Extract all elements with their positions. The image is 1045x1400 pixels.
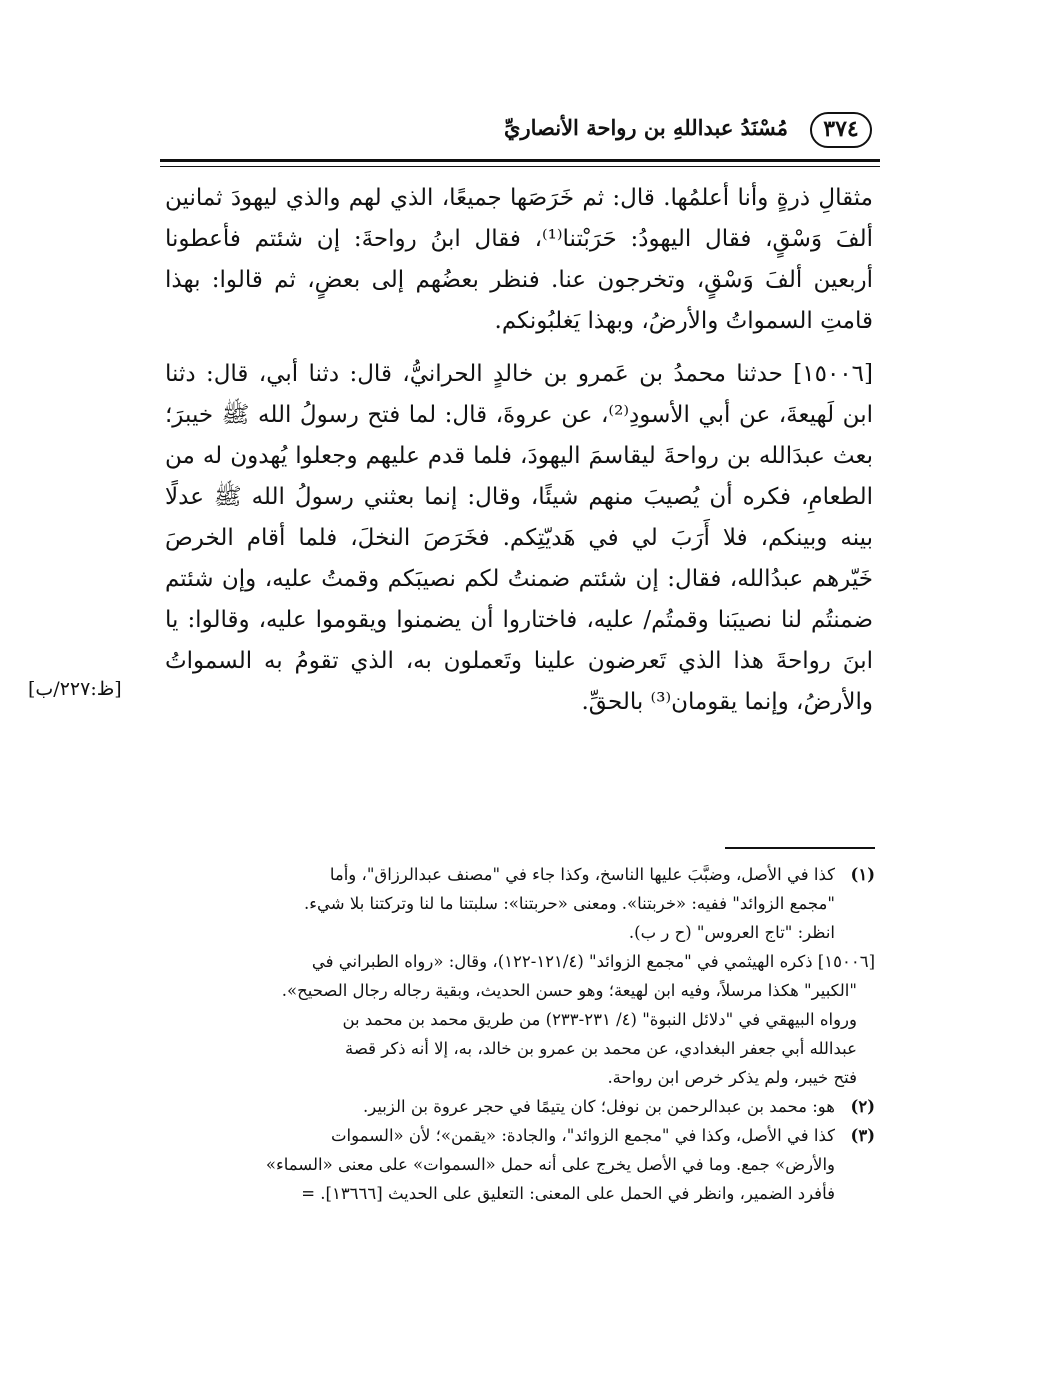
text-line: ليهودَ ثمانين ألفَ وَسْقٍ، فقال اليهودُ: حَرَبْتنا⁽¹⁾، فقال ابنُ رواحةَ: [165,185,873,252]
footnote-mark: (٢) [850,1097,875,1116]
paragraph-1 [165,178,873,342]
footnote-line: والأرض» جمع. وما في الأصل يخرج على أنه حمل «السموات» على معنى «السماء» [265,1155,835,1174]
footnote-line: فأفرد الضمير، وانظر في الحمل على المعنى: التعليق على الحديث [١٣٦٦٦]. = [301,1184,835,1203]
main-text [165,178,873,723]
footnote-line: [١٥٠٠٦] ذكره الهيثمي في "مجمع الزوائد" (١٢١/٤-١٢٢)، وقال: «رواه الطبراني في [311,952,875,971]
text-line: النخلَ، فلما أقام الخرصَ خَيّرهم عبدُالله، فقال: إن شئتم ضمنتُ لكم [165,525,874,592]
footnote-line: كذا في الأصل، وكذا في "مجمع الزوائد"، والجادة: «يقمن»؛ لأن «السموات [331,1126,835,1145]
footnote-line: "الكبير" هكذا مرسلاً، وفيه ابن لهيعة؛ وهو حسن الحديث، وبقية رجاله رجال الصحيح». [281,981,857,1000]
margin-manuscript-ref: [ظ:٢٢٧/ب] [28,678,122,700]
text-line: بعضٍ، ثم قالوا: بهذا قامتِ السمواتُ والأرضُ، وبهذا يَغلبُونكم. [165,267,873,334]
footnote-line: عبدالله أبي جعفر البغدادي، عن محمد بن عمرو بن خالد، به، إلا أنه ذكر قصة [345,1039,857,1058]
header-rule-thin [160,166,880,167]
text-line: وجعلوا يُهدون له من الطعامِ، فكره أن يُصيبَ منهم شيئًا، وقال: إنما [165,443,873,510]
footnote-line: "مجمع الزوائد" ففيه: «خربتنا». ومعنى «حربتنا»: سلبتنا ما لنا وتركتنا بلا شيء. [304,894,835,913]
footnote-body [165,1092,835,1121]
text-line: إن شئتم فأعطونا أربعين ألفَ وَسْقٍ، وتخرجون عنا. فنظر بعضُهم إلى [165,226,873,293]
footnote-line: انظر: "تاج العروس" (ح ر ب). [628,923,835,942]
paragraph-2 [165,354,873,723]
text-line: قال: دثنا ابن لَهيعةَ، عن أبي الأسودِ⁽²⁾، عن عروةَ، قال: لما فتح رسولُ [165,361,873,428]
text-line: وتَعملون به، الذي تقومُ به السمواتُ والأرضُ، وإنما يقومان⁽³⁾ بالحقِّ. [165,648,873,715]
footnote-line: فتح خيبر، ولم يذكر خرص ابن رواحة. [607,1068,857,1087]
footnote-1 [165,860,875,947]
page-header [160,108,880,156]
text-line: نصيبَكم وقمتُ عليه، وإن شئتم ضمنتُم لنا نصيبَنا وقمتُم/ عليه، فاختاروا [165,566,874,633]
text-line: بعثني رسولُ الله ﷺ عدلًا بينه وبينكم، فلا أَرَبَ لي في هَديّتِكم. فخَرَصَ [165,484,874,551]
page-number: ٣٧٤ [810,112,872,148]
header-rule-thick [160,159,880,162]
footnote-body [165,860,835,947]
footnote-3 [165,1121,875,1208]
text-line: [١٥٠٠٦] حدثنا محمدُ بن عَمرو بن خالدٍ الحرانيُّ، قال: دثنا أبي، [248,361,873,387]
text-line: مثقالِ ذرةٍ وأنا أعلمُها. قال: ثم خَرَصَها جميعًا، الذي لهم والذي [277,185,873,211]
footnote-separator [725,847,875,849]
footnote-line: هو: محمد بن عبدالرحمن بن نوفل؛ كان يتيمًا في حجر عروة بن الزبير. [362,1097,835,1116]
footnote-mark: (١) [850,865,875,884]
footnote-line: كذا في الأصل، وضبَّبَ عليها الناسخ، وكذا جاء في "مصنف عبدالرزاق"، وأما [329,865,835,884]
footnote-hadith [165,947,875,1092]
footnote-body [165,1121,835,1208]
running-title: مُسْنَدُ عبداللهِ بن رواحة الأنصاريِّ [504,115,788,140]
footnotes [165,860,875,1208]
text-line: الله ﷺ خيبرَ؛ بعث عبدَالله بن رواحةَ ليقاسمَ اليهودَ، فلما قدم عليهم [165,402,873,469]
text-line: أن يضمنوا ويقوموا عليه، وقالوا: يا ابنَ رواحةَ هذا الذي تَعرضون علينا [165,607,873,674]
footnote-2 [165,1092,875,1121]
footnote-line: ورواه البيهقي في "دلائل النبوة" (٤/ ٢٣١-٢٣٣) من طريق محمد بن محمد بن [342,1010,857,1029]
footnote-mark: (٣) [850,1126,875,1145]
